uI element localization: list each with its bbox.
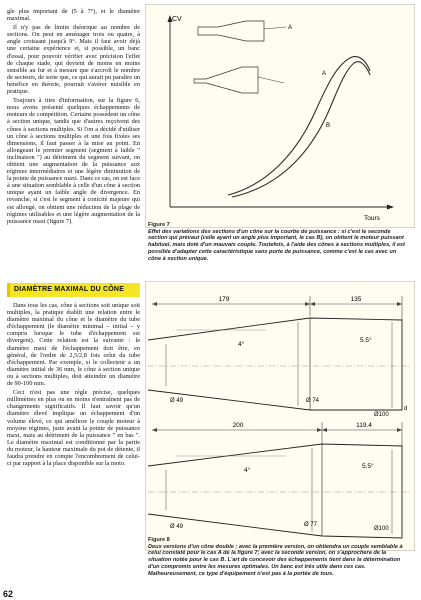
- figure-8-caption: [148, 537, 410, 577]
- angle-1-label: 4°: [238, 341, 245, 348]
- angle-1-label: 4°: [244, 467, 251, 474]
- diameter-3-label: Ø100: [374, 526, 389, 532]
- cone-sketch-a: [198, 21, 264, 41]
- diameter-1-label: Ø 49: [170, 524, 184, 530]
- arrow: [397, 302, 402, 306]
- x-axis-arrow: [387, 205, 394, 210]
- leader-line-a: [264, 27, 286, 29]
- y-axis-label: CV: [172, 16, 182, 23]
- figure-7-caption: [148, 222, 410, 262]
- paragraph: Il n'y pas de limite théorique au nombre de sections. On peut en aménager trois ou quatre, à angle croissant jusqu'à 9°. Mais il faut avoir déjà une certaine expérience et, si possible, un banc d'essai, pour pouvoir vérifier avec précision l'effet de chaque stade, qui devient de moins en moins sensible au fur et à mesure que s'accroît le nombre de secteurs, de sorte que, ce qui aurait pu paraître un bénéfice en théorie, pourrait s'avérer nuisible en pratique.: [7, 24, 140, 96]
- curve-label-b: B: [326, 123, 331, 129]
- power-curve-a: [228, 57, 370, 195]
- angle-2-label: 5.5°: [360, 337, 372, 344]
- caption-label: Figure 8: [148, 537, 170, 543]
- length-1-label: 200: [232, 422, 244, 429]
- power-curve-b: [232, 62, 370, 197]
- curve-label-a: A: [322, 71, 327, 77]
- arrow: [152, 302, 157, 306]
- diameter-2-label: Ø 74: [306, 398, 320, 404]
- length-2-label: 135: [350, 296, 362, 303]
- paragraph: Toujours à titre d'information, sur la figure 6, nous avons présenté quelques échappements de moteurs de compétition. Certains possèdent un cône à section unique, tandis que d'autres reçoivent des cônes à sections multiples. Si l'on a décidé d'utiliser un cône à sections multiples et une fois fixées ses dimensions, il faut passer à la mise au point. En allongeant le premier segment (segment à faible " inclinaison ") au détriment du segment suivant, on obtient une augmentation de la puissance aux régimes intermédiaires et une légère diminution de la pointe de puissance maxi. Dans ce cas, on est face à une situation semblable à celle d'un cône à section unique ayant un faible angle de divergence. En revanche, si c'est le segment à conicité majeure qui est allongé, on obtient une réduction de la plage de régimes utilisables et une légère augmentation de la puissance maxi (figure 7).: [7, 97, 140, 225]
- length-2-label: 119.4: [356, 422, 372, 429]
- diameter-2-label: Ø 77: [304, 522, 318, 528]
- caption-label: Figure 7: [148, 222, 170, 228]
- angle-2-label: 5.5°: [362, 463, 374, 470]
- cone-version-1: [148, 296, 410, 418]
- arrow: [152, 428, 157, 432]
- arrow: [322, 428, 327, 432]
- arrow: [317, 428, 322, 432]
- arrow: [397, 428, 402, 432]
- arrow: [310, 302, 315, 306]
- cone-sketch-b: [194, 67, 258, 93]
- x-axis-label: Tours: [364, 215, 380, 222]
- figure-8-panel: [145, 281, 415, 551]
- page-number: 62: [3, 589, 14, 599]
- figure-8-drawing: [146, 282, 414, 550]
- cone-outline: [148, 318, 402, 410]
- caption-text: Effet des variations des sections d'un cône sur la courbe de puissance : si c'est le seconde section qui prévaut (celle ayant un angle plus important, le cas B), on obtient le moteur puissant habituel, mais doté d'un mauvais couple. Toutefois, à l'aide des cônes à sections multiples, il est possible d'adapter cette caractéristique sans porte de puissance, comme c'est le cas avec un cône à section unique.: [148, 228, 406, 262]
- figure-7-panel: [145, 4, 415, 228]
- figure-7-graph: [146, 5, 414, 227]
- caption-text: Deux versions d'un cône double ; avec la première version, on obtiendra un couple semblable à celui constaté pour le cas A de la figure 7; avec la seconde version, on s'approchera de la situation notée pour le cas B. L'art de concevoir des échappements tient dans la détermination d'un compromis entre les mesures optimales. Un banc est très utile dans ces cas. Malheureusement, ce type d'équipement n'est pas à la portée de tous.: [148, 543, 403, 577]
- cone-outline: [148, 444, 402, 538]
- paragraph: Dans tous les cas, cône à sections soit unique soit multiples, la pratique établit une relation entre le diamètre maximal du cône et le diamètre du tube d'échappement (le diamètre minimal – initial – y compris lorsque le tube d'échappement est divergent). Cette relation est la suivante : le diamètre maxi de l'échappement doit être, en général, de l'ordre de 2,5/2,8 fois celui du tube d'échappement. Par exemple, si le collecteur a un diamètre initial de 36 mm, le cône à section unique ou à sections multiples, doit atteindre un diamètre de 90-100 mm.: [7, 302, 140, 388]
- length-1-label: 179: [218, 296, 230, 303]
- diameter-3-label: Ø100: [374, 412, 389, 418]
- paragraph: gle plus important de (5 à 7°), et le diamètre maximal.: [7, 8, 140, 23]
- paragraph: Ceci n'est pas une règle précise, quelques millimètres en plus ou en moins n'entraînent pas de changements significatifs. Il faut savoir qu'un diamètre élevé implique un échappement d'un volume élevé, ce qui améliore le couple moteur à moyens régimes, juste avant la pointe de puissance maxi, mais au détriment de la puissance " en bas ". Le diamètre maximal est conditionné par la partie du moteur, la hauteur maximale du pot de détente, il faudra prendre en compte l'encombrement de celui-ci par rapport à la place disponible sur la moto.: [7, 389, 140, 468]
- left-column-text-2: [7, 302, 140, 469]
- arrow: [305, 302, 310, 306]
- d-label: d: [404, 406, 408, 412]
- cone-version-2: [148, 422, 410, 538]
- diameter-1-label: Ø 49: [170, 398, 184, 404]
- section-heading-text: DIAMÈTRE MAXIMAL DU CÔNE: [14, 286, 125, 293]
- left-column-text: [7, 8, 140, 227]
- leader-line-b: [258, 77, 284, 83]
- section-heading: [7, 283, 140, 297]
- label-a: A: [288, 25, 293, 31]
